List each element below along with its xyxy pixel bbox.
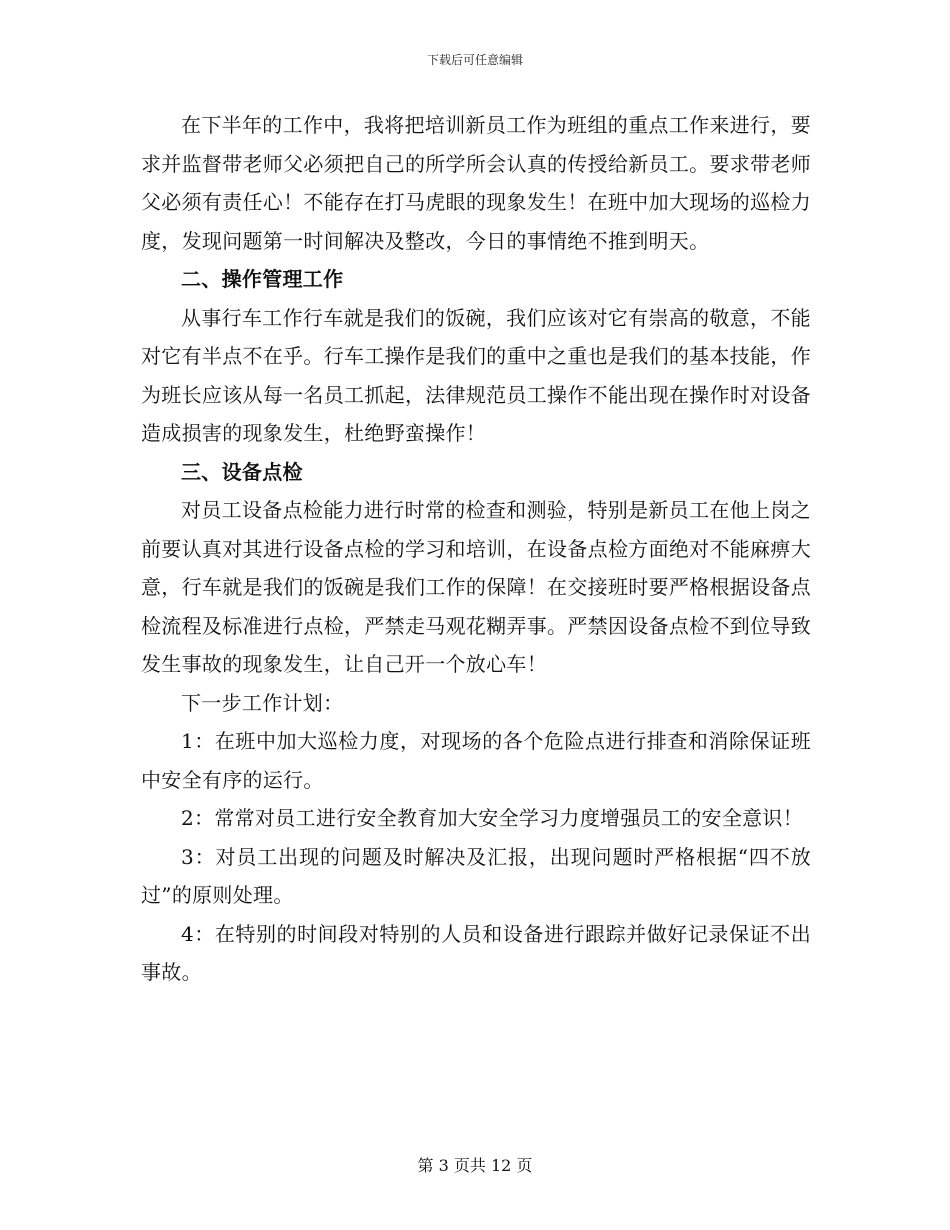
section-heading-equipment-inspection: 三、设备点检 [181, 459, 303, 484]
page-header: 下载后可任意编辑 [426, 53, 523, 67]
section-heading-operation-management: 二、操作管理工作 [181, 267, 344, 291]
operation-management-paragraph: 从事行车工作行车就是我们的饭碗，我们应该对它有崇高的敬意，不能对它有半点不在乎。行车工操作是我们的重中之重也是我们的基本技能，作为班长应该从每一名员工抓起，法律规范员工操作不能出现在操作时对设备造成损害的现象发生，杜绝野蛮操作！ [141, 305, 811, 445]
document-body [141, 106, 811, 992]
page-number: 第 3 页共 12 页 [417, 1156, 533, 1175]
intro-paragraph: 在下半年的工作中，我将把培训新员工作为班组的重点工作来进行，要求并监督带老师父必须把自己的所学所会认真的传授给新员工。要求带老师父必须有责任心！不能存在打马虎眼的现象发生！在班中加大现场的巡检力度，发现问题第一时间解决及整改，今日的事情绝不推到明天。 [141, 113, 811, 253]
equipment-inspection-paragraph: 对员工设备点检能力进行时常的检查和测验，特别是新员工在他上岗之前要认真对其进行设备点检的学习和培训，在设备点检方面绝对不能麻痹大意，行车就是我们的饭碗是我们工作的保障！在交接班时要严格根据设备点检流程及标准进行点检，严禁走马观花糊弄事。严禁因设备点检不到位导致发生事故的现象发生，让自己开一个放心车！ [141, 498, 811, 676]
next-plan-title: 下一步工作计划： [181, 690, 344, 715]
plan-item-2: 2：常常对员工进行安全教育加大安全学习力度增强员工的安全意识！ [181, 806, 804, 830]
plan-item-3: 3：对员工出现的问题及时解决及汇报，出现问题时严格根据“四不放过”的原则处理。 [141, 844, 811, 907]
plan-item-4: 4：在特别的时间段对特别的人员和设备进行跟踪并做好记录保证不出事故。 [141, 921, 811, 984]
plan-item-1: 1：在班中加大巡检力度，对现场的各个危险点进行排查和消除保证班中安全有序的运行。 [141, 729, 811, 792]
